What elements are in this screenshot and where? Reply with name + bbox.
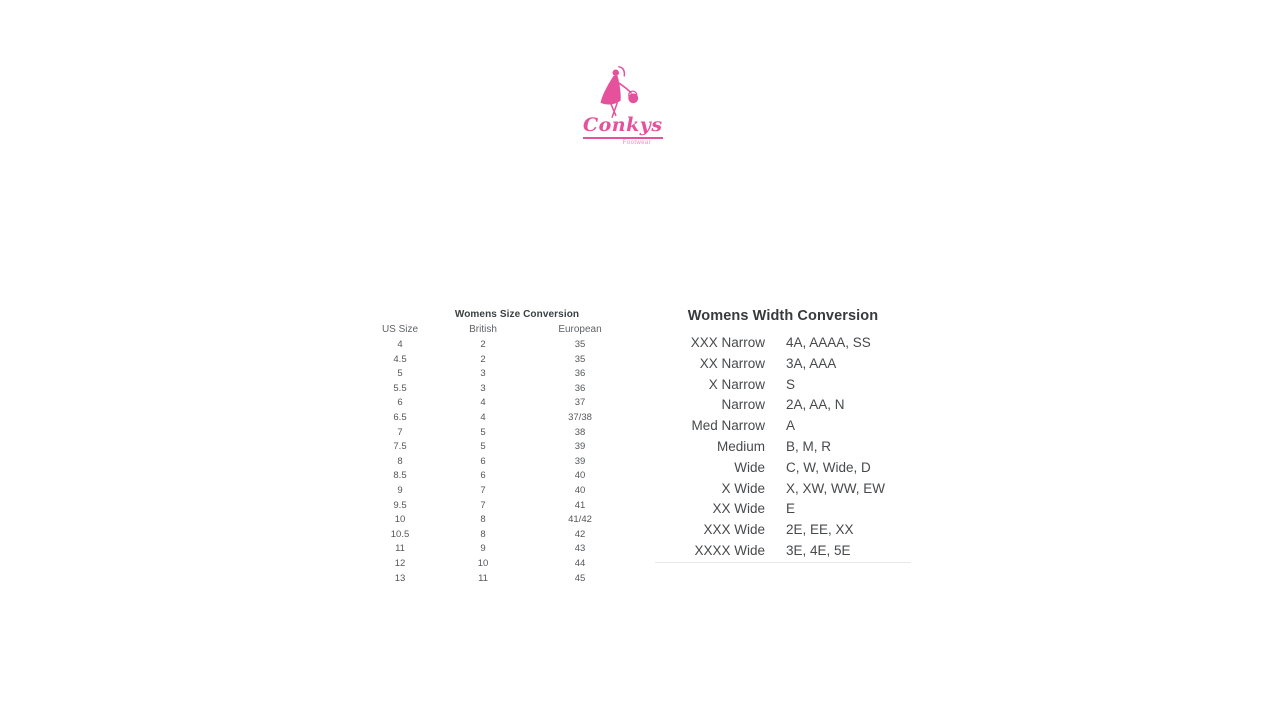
column-header-british: British [469,324,497,335]
width-conversion-section [655,308,911,563]
table-cell: 35 [574,353,586,365]
table-row [352,338,642,353]
table-cell: 3E, 4E, 5E [786,542,851,558]
table-cell: B, M, R [786,438,832,454]
table-cell: XXXX Wide [694,542,765,558]
table-cell: E [786,501,796,517]
table-cell: 3A, AAA [786,355,837,371]
size-table-header-row [352,324,642,338]
table-cell: 44 [574,557,586,569]
table-row [352,557,642,572]
table-row [655,395,911,416]
table-cell: 4 [397,339,403,350]
table-row [352,382,642,397]
table-cell: 3 [480,382,486,394]
table-cell: 8 [397,455,403,467]
table-cell: 43 [574,543,586,555]
table-row [352,484,642,499]
table-cell: 13 [394,572,406,584]
table-cell: 7 [397,426,403,438]
table-row [352,426,642,441]
table-row [655,479,911,500]
table-cell: Med Narrow [691,418,765,434]
table-cell: 5.5 [393,382,407,394]
brand-logo [583,66,663,146]
table-cell: 7 [480,499,486,511]
table-cell: 5 [480,441,486,453]
table-cell: 7.5 [393,441,407,453]
table-cell: XX Narrow [699,355,765,371]
table-row [352,455,642,470]
brand-name: Conkys [583,116,663,139]
table-cell: 9.5 [393,499,407,511]
table-cell: Wide [734,459,765,475]
table-cell: 8.5 [393,470,407,482]
table-cell: 36 [574,368,586,380]
column-header-european: European [558,324,602,335]
size-conversion-table [352,324,642,586]
table-cell: X Wide [721,480,765,496]
table-row [655,520,911,541]
table-cell: 5 [397,368,403,380]
table-row [655,458,911,479]
table-cell: 9 [397,484,403,496]
table-row [352,469,642,484]
table-cell: 4.5 [393,353,407,365]
table-row [352,572,642,587]
table-cell: 4A, AAAA, SS [786,335,871,350]
table-cell: C, W, Wide, D [786,459,871,475]
table-cell: 4 [480,411,486,423]
table-cell: 41 [574,499,586,511]
table-cell: 40 [574,484,586,496]
table-cell: 42 [574,528,586,540]
table-cell: 38 [574,426,586,438]
table-row [655,375,911,396]
brand-tagline: Footwear [622,140,651,146]
table-cell: 3 [480,368,486,380]
width-table-body [655,333,911,562]
table-cell: 12 [394,557,406,569]
table-row [655,541,911,562]
table-row [655,437,911,458]
table-row [352,499,642,514]
table-cell: 6 [397,397,403,409]
table-row [352,542,642,557]
table-row [352,367,642,382]
table-row [352,411,642,426]
table-cell: X Narrow [708,376,765,392]
table-cell: 8 [480,514,486,526]
table-cell: 2 [480,339,486,350]
table-cell: 7 [480,484,486,496]
table-cell: 37 [574,397,586,409]
table-cell: 6 [480,470,486,482]
table-cell: A [786,418,796,434]
table-cell: XX Wide [712,501,765,517]
table-cell: 37/38 [568,411,592,423]
table-cell: 36 [574,382,586,394]
size-table-title: Womens Size Conversion [454,309,580,320]
table-row [352,440,642,455]
table-cell: 2A, AA, N [786,397,845,413]
table-cell: 4 [480,397,486,409]
table-row [655,416,911,437]
table-cell: 10 [477,557,489,569]
table-cell: 39 [574,455,586,467]
table-cell: 9 [480,543,486,555]
table-cell: XXX Narrow [690,335,765,350]
table-cell: 2E, EE, XX [786,522,854,538]
table-cell: 45 [574,572,586,584]
table-cell: 11 [395,543,405,555]
table-cell: Medium [716,438,765,454]
table-cell: 35 [574,339,586,350]
table-cell: 5 [480,426,486,438]
size-table-body [352,338,642,586]
table-cell: 8 [480,528,486,540]
table-cell: 10.5 [390,528,410,540]
table-cell: Narrow [721,397,765,413]
table-row [655,333,911,354]
table-cell: 41/42 [568,514,592,526]
woman-silhouette-icon [583,66,653,118]
table-cell: 11 [478,572,488,584]
table-cell: 39 [574,441,586,453]
table-row [655,354,911,375]
table-cell: S [786,376,796,392]
table-cell: 6 [480,455,486,467]
column-header-us-size: US Size [381,324,419,335]
table-row [352,396,642,411]
table-cell: 2 [480,353,486,365]
table-row [352,513,642,528]
width-conversion-table [655,333,911,563]
table-cell: 6.5 [393,411,407,423]
table-row [655,499,911,520]
table-cell: XXX Wide [703,522,765,538]
table-row [352,528,642,543]
table-row [352,353,642,368]
table-cell: 40 [574,470,586,482]
size-conversion-section [352,309,642,586]
table-cell: 10 [394,514,406,526]
table-cell: X, XW, WW, EW [786,480,885,496]
width-table-title: Womens Width Conversion [687,308,879,324]
